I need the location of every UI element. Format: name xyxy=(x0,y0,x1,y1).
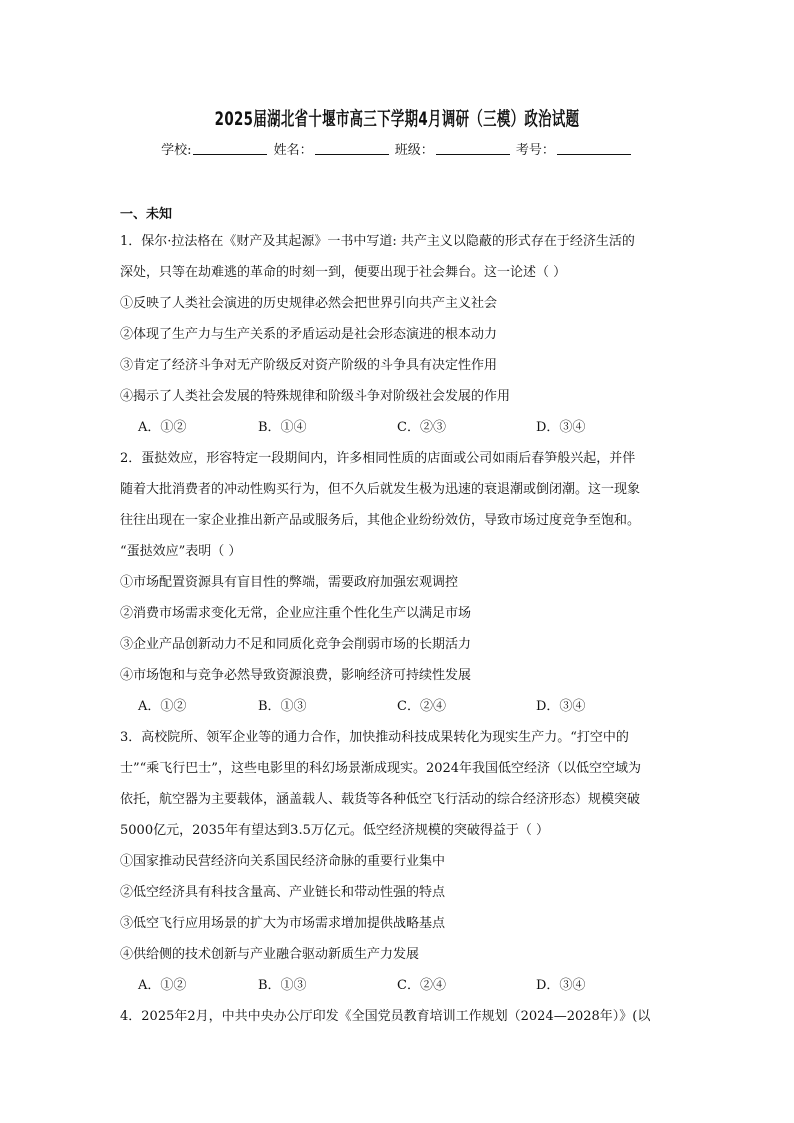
q3-stem-line: 依托，航空器为主要载体，涵盖载人、载货等各种低空飞行活动的综合经济形态）规模突破 xyxy=(120,792,641,807)
choice-b[interactable]: B．①③ xyxy=(258,978,307,993)
q3-option: ③低空飞行应用场景的扩大为市场需求增加提供战略基点 xyxy=(120,916,446,931)
choice-d[interactable]: D．③④ xyxy=(536,420,586,435)
q1-option: ④揭示了人类社会发展的特殊规律和阶级斗争对阶级社会发展的作用 xyxy=(120,389,511,404)
q1-stem-line: 深处，只等在劫难逃的革命的时刻一到，便要出现于社会舞台。这一论述（ ） xyxy=(120,265,567,280)
choice-b[interactable]: B．①③ xyxy=(258,699,307,714)
choice-a[interactable]: A．①② xyxy=(138,420,187,435)
q3-stem-line: 5000亿元，2035年有望达到3.5万亿元。低空经济规模的突破得益于（ ） xyxy=(120,823,549,838)
section-title: 一、未知 xyxy=(120,207,173,222)
q3-stem-line: 3．高校院所、领军企业等的通力合作，加快推动科技成果转化为现实生产力。“打空中的 xyxy=(120,730,629,745)
q2-option: ③企业产品创新动力不足和同质化竞争会削弱市场的长期活力 xyxy=(120,637,472,652)
q3-option: ④供给侧的技术创新与产业融合驱动新质生产力发展 xyxy=(120,947,420,962)
q2-stem-line: “蛋挞效应”表明（ ） xyxy=(120,544,242,559)
q4-stem-line: 4．2025年2月，中共中央办公厅印发《全国党员教育培训工作规划（2024—2028年）》(以 xyxy=(120,1009,651,1024)
class-blank[interactable] xyxy=(436,142,510,155)
name-label: 姓名： xyxy=(273,143,313,158)
q1-option: ①反映了人类社会演进的历史规律必然会把世界引向共产主义社会 xyxy=(120,296,498,311)
student-info-row xyxy=(0,139,794,158)
q1-option: ②体现了生产力与生产关系的矛盾运动是社会形态演进的根本动力 xyxy=(120,327,498,342)
choice-c[interactable]: C．②④ xyxy=(397,699,446,714)
name-blank[interactable] xyxy=(315,142,389,155)
q2-option: ①市场配置资源具有盲目性的弊端，需要政府加强宏观调控 xyxy=(120,575,459,590)
school-blank[interactable] xyxy=(193,142,267,155)
choice-d[interactable]: D．③④ xyxy=(536,978,586,993)
school-label: 学校: xyxy=(161,143,192,158)
q2-stem-line: 2．蛋挞效应，形容特定一段期间内，许多相同性质的店面或公司如雨后春笋般兴起，并伴 xyxy=(120,451,636,466)
q1-option: ③肯定了经济斗争对无产阶级反对资产阶级的斗争具有决定性作用 xyxy=(120,358,498,373)
q3-stem-line: 士”“乘飞行巴士”，这些电影里的科幻场景渐成现实。2024年我国低空经济（以低空空域为 xyxy=(120,761,642,776)
q2-stem-line: 随着大批消费者的冲动性购买行为，但不久后就发生极为迅速的衰退潮或倒闭潮。这一现象 xyxy=(120,482,641,497)
choice-c[interactable]: C．②③ xyxy=(397,420,446,435)
q2-option: ④市场饱和与竞争必然导致资源浪费，影响经济可持续性发展 xyxy=(120,668,472,683)
q1-stem-line: 1．保尔·拉法格在《财产及其起源》一书中写道: 共产主义以隐蔽的形式存在于经济生活的 xyxy=(120,234,635,249)
exam-number-label: 考号： xyxy=(515,143,555,158)
document-title: 2025届湖北省十堰市高三下学期4月调研（三模）政治试题 xyxy=(214,108,580,130)
class-label: 班级： xyxy=(394,143,434,158)
q2-stem-line: 往往出现在一家企业推出新产品或服务后，其他企业纷纷效仿，导致市场过度竞争至饱和。 xyxy=(120,513,641,528)
choice-a[interactable]: A．①② xyxy=(138,699,187,714)
q2-option: ②消费市场需求变化无常，企业应注重个性化生产以满足市场 xyxy=(120,606,472,621)
choice-d[interactable]: D．③④ xyxy=(536,699,586,714)
q3-option: ②低空经济具有科技含量高、产业链长和带动性强的特点 xyxy=(120,885,446,900)
choice-a[interactable]: A．①② xyxy=(138,978,187,993)
choice-c[interactable]: C．②④ xyxy=(397,978,446,993)
q3-option: ①国家推动民营经济向关系国民经济命脉的重要行业集中 xyxy=(120,854,446,869)
choice-b[interactable]: B．①④ xyxy=(258,420,307,435)
exam-number-blank[interactable] xyxy=(557,142,631,155)
